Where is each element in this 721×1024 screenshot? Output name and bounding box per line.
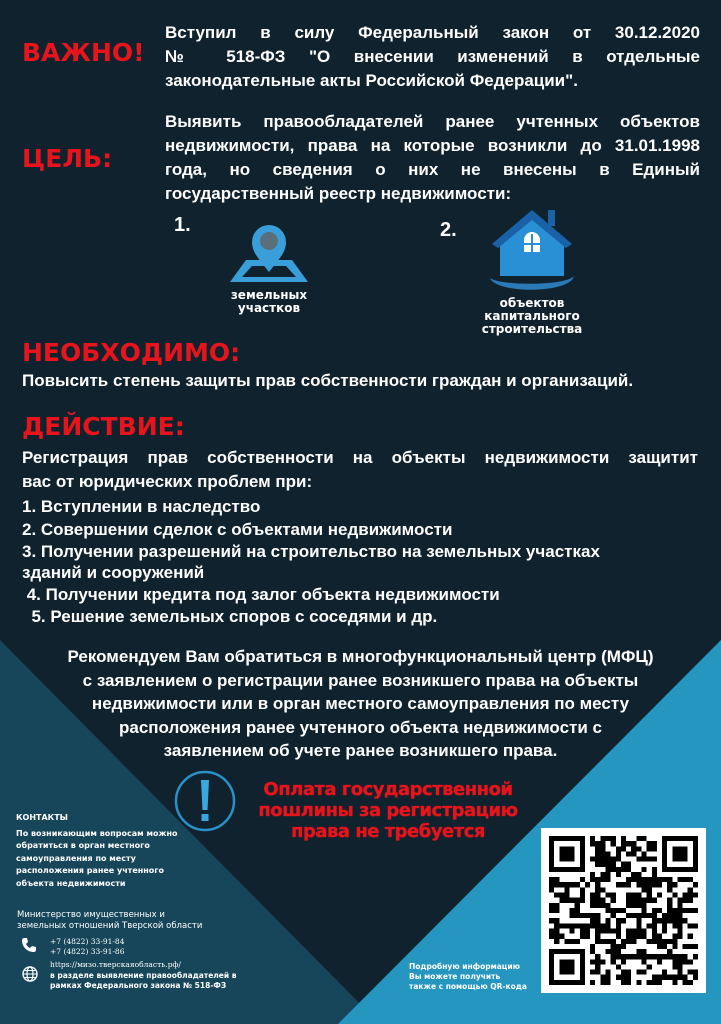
list-item: 3. Получении разрешений на строительство на земельных участках [22,542,600,561]
list-item: 4. Получении кредита под залог объекта недвижимости [22,585,500,604]
label-line: объектов [499,296,565,310]
goal-text [165,110,700,206]
fee-notice [238,779,538,842]
phones [50,937,124,957]
phone-number: +7 (4822) 33-91-84 [50,937,125,946]
phone-icon [21,937,37,953]
text-line: расположения ранее учтенного объекта недвижимости с [119,717,602,737]
text-line: Регистрация прав собственности на объекты недвижимости защитит [22,448,698,467]
text-line: в разделе выявление правообладателей в [50,971,237,980]
text-line: рамках Федерального закона № 518-ФЗ [50,981,227,990]
text-line: Министерство имущественных и [17,910,165,920]
necessary-heading: НЕОБХОДИМО: [22,338,241,367]
contacts-block [16,812,178,890]
action-intro [22,446,698,494]
house-icon [486,206,578,292]
text-line: расположения ранее учтенного [16,866,164,875]
text-line: № 518-ФЗ "О внесении изменений в отдельные [165,47,700,66]
important-heading: ВАЖНО! [22,38,145,67]
text-line: законодательные акты Российской Федерации". [165,71,578,90]
item-label-building [462,297,602,336]
text-line: пошлины за регистрацию [258,800,518,821]
text-line: обратиться в орган местного [16,841,150,850]
contacts-heading: КОНТАКТЫ [16,813,68,822]
action-list [22,495,600,627]
text-line: Оплата государственной [263,779,513,800]
action-heading: ДЕЙСТВИЕ: [22,412,185,441]
list-item: 1. Вступлении в наследство [22,497,261,516]
qr-code-image [549,836,698,985]
qr-caption [409,962,527,992]
text-line: самоуправления по месту [16,853,136,863]
ministry-name [17,910,202,932]
goal-heading: ЦЕЛЬ: [22,144,113,173]
text-line: Вступил в силу Федеральный закон от 30.12.2020 [165,23,700,42]
text-line: также с помощью QR-кода [409,982,527,991]
text-line: Рекомендуем Вам обратиться в многофункциональный центр (МФЦ) [67,647,654,666]
important-text [165,21,700,93]
label-line: земельных [230,288,308,302]
label-line: строительства [481,322,583,336]
qr-modules [549,836,698,985]
text-line: с заявлением о регистрации ранее возникшего права на объекты [82,670,639,690]
recommendation [0,645,721,763]
item-label-land [210,289,328,315]
text-line: По возникающим вопросам можно [16,828,178,838]
text-line: Вы можете получить [409,972,501,981]
text-line: Выявить правообладателей ранее учтенных объектов [165,112,700,131]
text-line: земельных отношений Тверской области [17,921,203,931]
item-number: 2. [440,219,457,241]
label-line: участков [237,301,301,315]
text-line: заявлением об учете ранее возникшего права. [163,741,558,760]
website-link[interactable]: https://мизо.тверскаяобласть.рф/ [50,960,181,969]
text-line: права не требуется [291,821,485,842]
text-line: объекта недвижимости [16,878,126,888]
phone-number: +7 (4822) 33-91-86 [50,947,125,956]
necessary-text: Повысить степень защиты прав собственности граждан и организаций. [22,371,634,390]
text-line: недвижимости, права на которые возникли до 31.01.1998 [165,136,700,155]
text-line: государственный реестр недвижимости: [165,184,512,203]
text-line: года, но сведения о них не внесены в Единый [165,160,700,179]
text-line: недвижимости или в орган местного самоуправления по месту [91,694,630,713]
text-line: вас от юридических проблем при: [22,472,313,491]
map-pin-icon [228,224,310,284]
label-line: капитального [484,309,580,323]
website-note [50,971,236,991]
qr-code[interactable] [541,828,706,993]
list-item: 5. Решение земельных споров с соседями и др. [22,607,438,626]
item-number: 1. [174,214,191,236]
exclamation-icon [174,770,236,832]
list-item: зданий и сооружений [22,563,205,582]
globe-icon [22,966,38,982]
list-item: 2. Совершении сделок с объектами недвижимости [22,520,453,539]
text-line: Подробную информацию [409,962,520,971]
